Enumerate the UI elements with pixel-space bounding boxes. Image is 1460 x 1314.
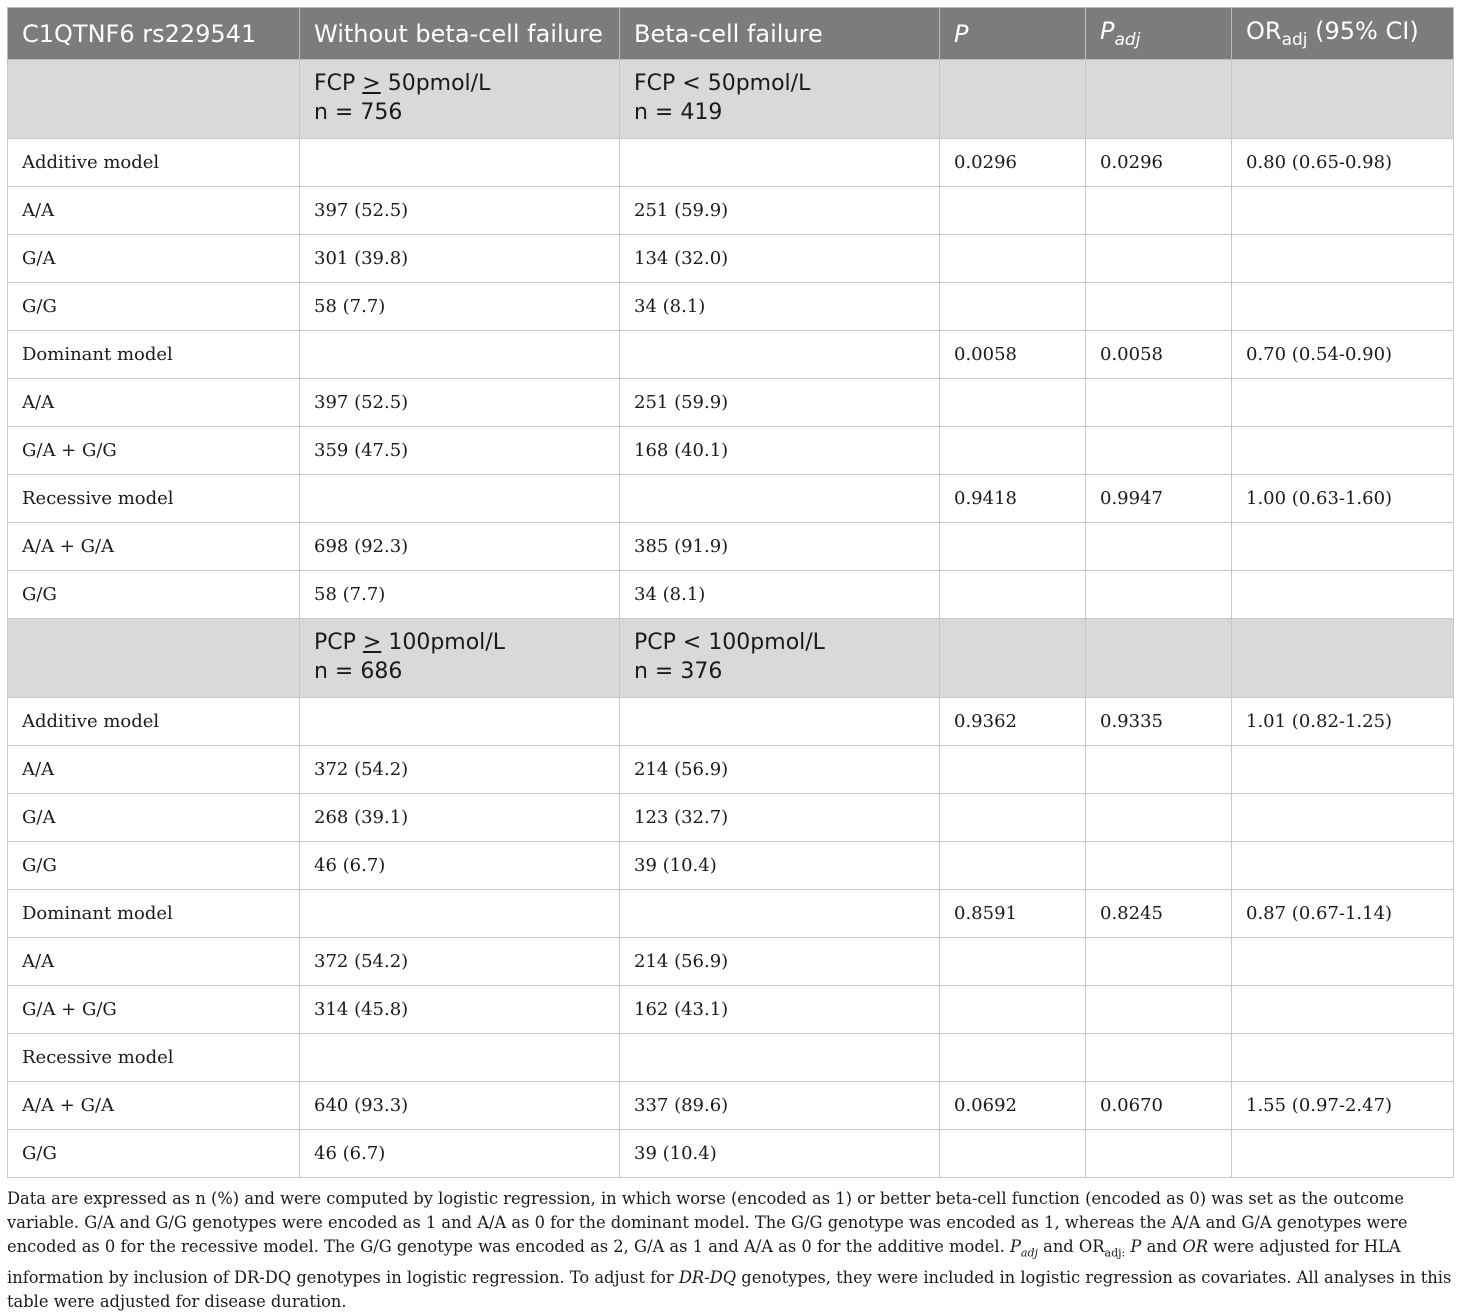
cell-with: 251 (59.9) <box>620 379 940 427</box>
cell-padj: 0.9947 <box>1086 475 1232 523</box>
cell-with <box>620 698 940 746</box>
cell-with: 214 (56.9) <box>620 938 940 986</box>
group-header-row <box>8 619 1454 698</box>
cell-or: 0.70 (0.54-0.90) <box>1232 331 1454 379</box>
cell-padj <box>1086 1034 1232 1082</box>
row-label: G/A + G/G <box>8 427 300 475</box>
cell-with: 123 (32.7) <box>620 794 940 842</box>
cell-without: 372 (54.2) <box>300 746 620 794</box>
group-without-threshold: PCP > 100pmol/L n = 686 <box>300 619 620 698</box>
cell-padj <box>1086 187 1232 235</box>
cell-padj <box>1086 746 1232 794</box>
cell-or <box>1232 523 1454 571</box>
row-label: A/A <box>8 746 300 794</box>
row-label: G/G <box>8 842 300 890</box>
table-row <box>8 283 1454 331</box>
group-blank-cell <box>8 619 300 698</box>
row-label: Additive model <box>8 139 300 187</box>
header-without-failure: Without beta-cell failure <box>300 8 620 60</box>
row-label: A/A <box>8 938 300 986</box>
cell-padj <box>1086 986 1232 1034</box>
cell-without: 314 (45.8) <box>300 986 620 1034</box>
cell-padj <box>1086 523 1232 571</box>
cell-with: 337 (89.6) <box>620 1082 940 1130</box>
cell-or <box>1232 427 1454 475</box>
cell-padj <box>1086 794 1232 842</box>
cell-p: 0.9362 <box>940 698 1086 746</box>
group-with-threshold: PCP < 100pmol/L n = 376 <box>620 619 940 698</box>
cell-padj <box>1086 938 1232 986</box>
cell-with: 385 (91.9) <box>620 523 940 571</box>
cell-p <box>940 1034 1086 1082</box>
header-snp: C1QTNF6 rs229541 <box>8 8 300 60</box>
cell-with: 214 (56.9) <box>620 746 940 794</box>
cell-or: 0.80 (0.65-0.98) <box>1232 139 1454 187</box>
cell-padj <box>1086 842 1232 890</box>
row-label: G/G <box>8 283 300 331</box>
row-label: Additive model <box>8 698 300 746</box>
row-label: G/G <box>8 571 300 619</box>
cell-p <box>940 794 1086 842</box>
cell-padj: 0.8245 <box>1086 890 1232 938</box>
group-with-n: n = 376 <box>634 659 723 684</box>
table-row <box>8 1082 1454 1130</box>
table-row <box>8 139 1454 187</box>
cell-or <box>1232 379 1454 427</box>
table-row <box>8 746 1454 794</box>
table-row <box>8 938 1454 986</box>
cell-or <box>1232 746 1454 794</box>
cell-padj: 0.0058 <box>1086 331 1232 379</box>
results-table <box>7 7 1454 1178</box>
cell-or: 1.00 (0.63-1.60) <box>1232 475 1454 523</box>
cell-without <box>300 1034 620 1082</box>
cell-or <box>1232 1130 1454 1178</box>
table-row <box>8 571 1454 619</box>
row-label: A/A <box>8 187 300 235</box>
row-label: A/A + G/A <box>8 1082 300 1130</box>
cell-p <box>940 1130 1086 1178</box>
table-row <box>8 986 1454 1034</box>
row-label: G/A <box>8 235 300 283</box>
table-row <box>8 842 1454 890</box>
cell-without: 301 (39.8) <box>300 235 620 283</box>
cell-without: 698 (92.3) <box>300 523 620 571</box>
header-p: P <box>940 8 1086 60</box>
group-with-n: n = 419 <box>634 100 723 125</box>
cell-padj <box>1086 427 1232 475</box>
table-row <box>8 890 1454 938</box>
cell-without: 640 (93.3) <box>300 1082 620 1130</box>
cell-p <box>940 187 1086 235</box>
cell-p <box>940 523 1086 571</box>
cell-with <box>620 890 940 938</box>
cell-p: 0.8591 <box>940 890 1086 938</box>
cell-padj: 0.0296 <box>1086 139 1232 187</box>
cell-p: 0.0692 <box>940 1082 1086 1130</box>
cell-p <box>940 379 1086 427</box>
cell-with <box>620 139 940 187</box>
cell-p <box>940 986 1086 1034</box>
cell-without: 46 (6.7) <box>300 842 620 890</box>
group-without-threshold: FCP > 50pmol/L n = 756 <box>300 60 620 139</box>
cell-without <box>300 331 620 379</box>
group-header-row <box>8 60 1454 139</box>
table-body <box>8 60 1454 1178</box>
cell-padj <box>1086 571 1232 619</box>
table-row <box>8 523 1454 571</box>
cell-or: 1.55 (0.97-2.47) <box>1232 1082 1454 1130</box>
cell-with: 162 (43.1) <box>620 986 940 1034</box>
group-without-n: n = 686 <box>314 659 403 684</box>
table-row <box>8 331 1454 379</box>
cell-or <box>1232 1034 1454 1082</box>
cell-p <box>940 427 1086 475</box>
cell-without: 397 (52.5) <box>300 379 620 427</box>
cell-without: 46 (6.7) <box>300 1130 620 1178</box>
cell-or <box>1232 842 1454 890</box>
cell-without <box>300 139 620 187</box>
cell-p: 0.0296 <box>940 139 1086 187</box>
header-or: $OR_{adj}$ (95% CI) <box>1232 8 1454 60</box>
row-label: G/A + G/G <box>8 986 300 1034</box>
cell-with: 134 (32.0) <box>620 235 940 283</box>
table-row <box>8 187 1454 235</box>
header-padj: $P_{adj}$ <box>1086 8 1232 60</box>
cell-padj <box>1086 283 1232 331</box>
cell-padj <box>1086 235 1232 283</box>
cell-or <box>1232 283 1454 331</box>
cell-padj: 0.0670 <box>1086 1082 1232 1130</box>
cell-without: 372 (54.2) <box>300 938 620 986</box>
cell-or <box>1232 794 1454 842</box>
table-row <box>8 235 1454 283</box>
cell-with <box>620 475 940 523</box>
cell-without: 359 (47.5) <box>300 427 620 475</box>
cell-with: 251 (59.9) <box>620 187 940 235</box>
row-label: A/A + G/A <box>8 523 300 571</box>
cell-or <box>1232 986 1454 1034</box>
table-row <box>8 427 1454 475</box>
cell-padj <box>1086 379 1232 427</box>
header-with-failure: Beta-cell failure <box>620 8 940 60</box>
cell-without <box>300 698 620 746</box>
cell-padj: 0.9335 <box>1086 698 1232 746</box>
cell-p <box>940 746 1086 794</box>
cell-p <box>940 842 1086 890</box>
row-label: Dominant model <box>8 331 300 379</box>
cell-or <box>1232 187 1454 235</box>
cell-p <box>940 571 1086 619</box>
cell-without: 58 (7.7) <box>300 571 620 619</box>
cell-p: 0.9418 <box>940 475 1086 523</box>
table-row <box>8 794 1454 842</box>
cell-without <box>300 475 620 523</box>
cell-with: 39 (10.4) <box>620 1130 940 1178</box>
table-row <box>8 379 1454 427</box>
group-without-n: n = 756 <box>314 100 403 125</box>
cell-with: 34 (8.1) <box>620 571 940 619</box>
cell-with: 168 (40.1) <box>620 427 940 475</box>
cell-p <box>940 283 1086 331</box>
table-footnote: Data are expressed as n (%) and were computed by logistic regression, in which worse (encoded as 1) or better beta-cell function (encoded as 0) was set as the outcome variable. G/A and G/G genotypes were encoded as 1 and A/A as 0 for the dominant model. The G/G genotype was encoded as 1, whereas the A/A and G/A genotypes were encoded as 0 for the recessive model. The G/G genotype was encoded as 2, G/A as 1 and A/A as 0 for the additive model. $P_{adj}$ and $OR_{adj:}$ P and OR were adjusted for HLA information by inclusion of DR-DQ genotypes in logistic regression. To adjust for DR-DQ genotypes, they were included in logistic regression as covariates. All analyses in this table were adjusted for disease duration. <box>7 1189 1452 1312</box>
cell-or <box>1232 235 1454 283</box>
cell-padj <box>1086 1130 1232 1178</box>
cell-or: 0.87 (0.67-1.14) <box>1232 890 1454 938</box>
cell-without: 58 (7.7) <box>300 283 620 331</box>
row-label: Recessive model <box>8 475 300 523</box>
cell-or: 1.01 (0.82-1.25) <box>1232 698 1454 746</box>
row-label: G/A <box>8 794 300 842</box>
group-with-threshold: FCP < 50pmol/L n = 419 <box>620 60 940 139</box>
row-label: Dominant model <box>8 890 300 938</box>
cell-with: 39 (10.4) <box>620 842 940 890</box>
cell-p <box>940 938 1086 986</box>
cell-without: 268 (39.1) <box>300 794 620 842</box>
cell-with <box>620 331 940 379</box>
cell-p <box>940 235 1086 283</box>
cell-or <box>1232 938 1454 986</box>
row-label: G/G <box>8 1130 300 1178</box>
table-row <box>8 475 1454 523</box>
cell-without <box>300 890 620 938</box>
cell-with <box>620 1034 940 1082</box>
row-label: Recessive model <box>8 1034 300 1082</box>
cell-without: 397 (52.5) <box>300 187 620 235</box>
cell-with: 34 (8.1) <box>620 283 940 331</box>
header-row <box>8 8 1454 60</box>
table-row <box>8 1130 1454 1178</box>
group-blank-cell <box>8 60 300 139</box>
table-row <box>8 698 1454 746</box>
row-label: A/A <box>8 379 300 427</box>
table-row <box>8 1034 1454 1082</box>
cell-p: 0.0058 <box>940 331 1086 379</box>
cell-or <box>1232 571 1454 619</box>
